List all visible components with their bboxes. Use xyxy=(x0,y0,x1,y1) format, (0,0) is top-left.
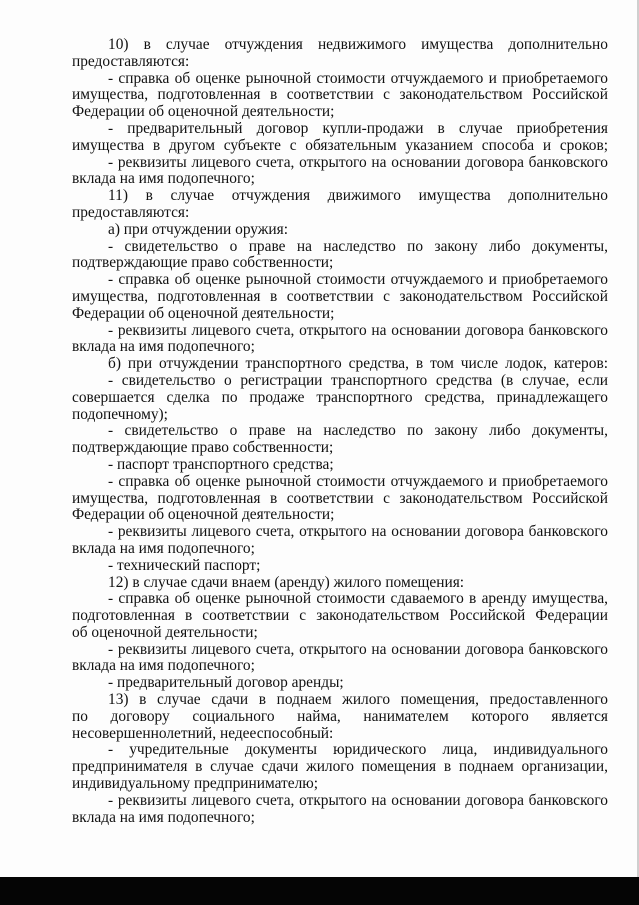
text-line: вклада на имя подопечного; xyxy=(72,809,255,826)
text-line: - реквизиты лицевого счета, открытого на основании договора банковского xyxy=(108,792,608,809)
text-line: б) при отчуждении транспортного средства, в том числе лодок, катеров: xyxy=(108,356,608,373)
text-line: 12) в случае сдачи внаем (аренду) жилого помещения: xyxy=(108,574,465,591)
text-line: индивидуальному предпринимателю; xyxy=(72,776,319,793)
text-line: а) при отчуждении оружия: xyxy=(108,221,289,238)
text-line: имущества, подготовленная в соответствии с законодательством Российской xyxy=(72,490,608,507)
text-line: Федерации об оценочной деятельности; xyxy=(72,104,335,121)
text-line: Федерации об оценочной деятельности; xyxy=(72,305,335,322)
text-line: - свидетельство о регистрации транспортного средства (в случае, если xyxy=(108,372,608,389)
text-line: совершается сделка по продаже транспортного средства, принадлежащего xyxy=(72,389,608,406)
text-line: имущества в другом субъекте с обязательным указанием способа и сроков; xyxy=(72,137,608,154)
text-line: предпринимателя в случае сдачи жилого помещения в поднаем организации, xyxy=(72,759,608,776)
text-line: - свидетельство о праве на наследство по закону либо документы, xyxy=(108,238,608,255)
text-line: подопечному); xyxy=(72,406,168,423)
text-line: - реквизиты лицевого счета, открытого на основании договора банковского xyxy=(108,322,608,339)
text-line: несовершеннолетний, недееспособный: xyxy=(72,725,334,742)
text-line: - реквизиты лицевого счета, открытого на основании договора банковского xyxy=(108,524,608,541)
text-line: - учредительные документы юридического лица, индивидуального xyxy=(108,742,608,759)
text-line: - реквизиты лицевого счета, открытого на основании договора банковского xyxy=(108,154,608,171)
text-line: об оценочной деятельности; xyxy=(72,624,258,641)
text-line: - справка об оценке рыночной стоимости отчуждаемого и приобретаемого xyxy=(108,272,608,289)
text-line: вклада на имя подопечного; xyxy=(72,658,255,675)
text-line: вклада на имя подопечного; xyxy=(72,339,255,356)
text-line: - предварительный договор аренды; xyxy=(108,675,344,692)
text-line: - справка об оценке рыночной стоимости сдаваемого в аренду имущества, xyxy=(108,591,608,608)
text-line: - паспорт транспортного средства; xyxy=(108,456,334,473)
text-line: подтверждающие право собственности; xyxy=(72,255,334,272)
text-line: - технический паспорт; xyxy=(108,557,261,574)
text-line: 11) в случае отчуждения движимого имущества дополнительно xyxy=(108,188,608,205)
text-line: вклада на имя подопечного; xyxy=(72,540,255,557)
text-line: предоставляются: xyxy=(72,204,190,221)
text-line: подготовленная в соответствии с законодательством Российской Федерации xyxy=(72,608,608,625)
text-line: 10) в случае отчуждения недвижимого имущества дополнительно xyxy=(108,37,608,53)
text-line: - реквизиты лицевого счета, открытого на основании договора банковского xyxy=(108,641,608,658)
text-line: вклада на имя подопечного; xyxy=(72,171,255,188)
text-line: - свидетельство о праве на наследство по закону либо документы, xyxy=(108,423,608,440)
text-line: - предварительный договор купли-продажи в случае приобретения xyxy=(108,120,608,137)
text-line: 13) в случае сдачи в поднаем жилого помещения, предоставленного xyxy=(108,692,608,709)
document-body xyxy=(72,37,608,826)
text-line: - справка об оценке рыночной стоимости отчуждаемого и приобретаемого xyxy=(108,70,608,87)
text-line: по договору социального найма, нанимателем которого является xyxy=(72,708,608,725)
text-line: подтверждающие право собственности; xyxy=(72,440,334,457)
scan-bottom-border xyxy=(0,877,639,905)
text-line: имущества, подготовленная в соответствии с законодательством Российской xyxy=(72,87,608,104)
text-line: предоставляются: xyxy=(72,53,190,70)
text-line: имущества, подготовленная в соответствии с законодательством Российской xyxy=(72,288,608,305)
text-line: Федерации об оценочной деятельности; xyxy=(72,507,335,524)
text-line: - справка об оценке рыночной стоимости отчуждаемого и приобретаемого xyxy=(108,473,608,490)
